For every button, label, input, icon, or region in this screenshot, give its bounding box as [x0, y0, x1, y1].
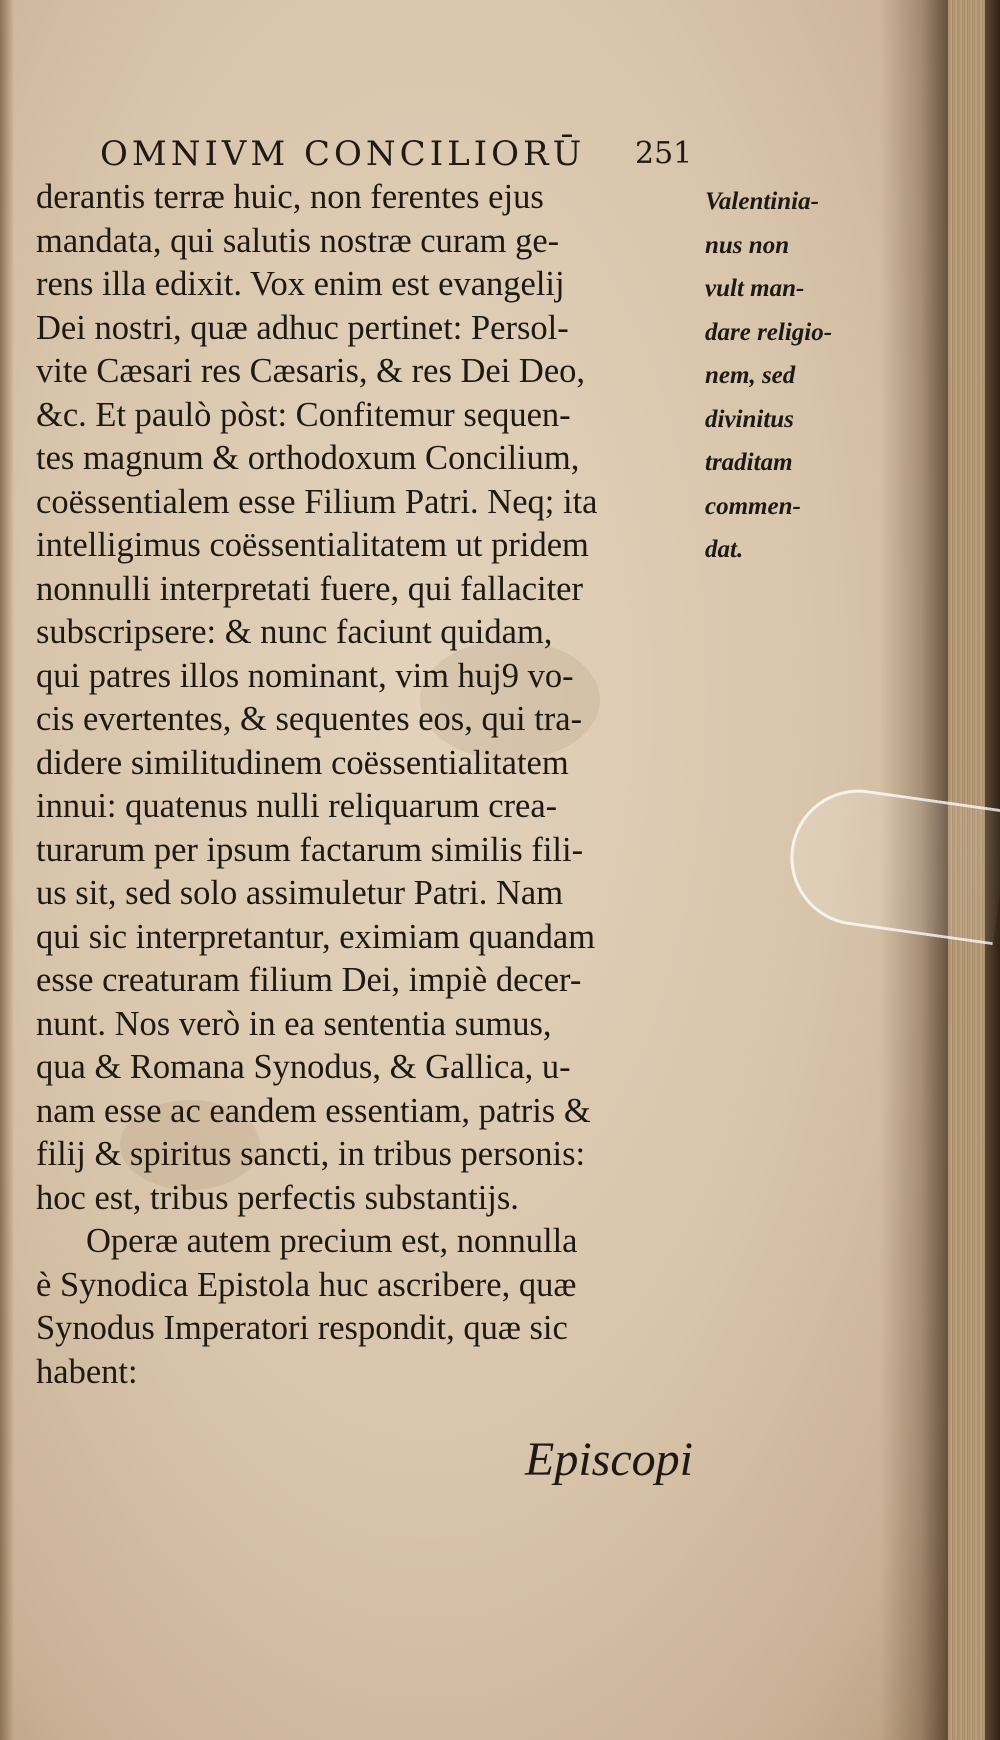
gutter-shadow	[0, 0, 14, 1740]
text-line: qui sic interpretantur, eximiam quandam	[36, 917, 596, 956]
text-line: didere similitudinem coëssentialitatem	[36, 743, 569, 782]
text-line: Synodus Imperatori respondit, quæ sic	[36, 1309, 568, 1347]
text-line: habent:	[36, 1352, 138, 1391]
margin-note-line: traditam	[705, 449, 793, 476]
text-line: cis evertentes, & sequentes eos, qui tra-	[36, 700, 583, 738]
margin-note-line: nus non	[705, 231, 790, 259]
margin-note-line: dat.	[705, 536, 744, 563]
text-line: Operæ autem precium est, nonnulla	[86, 1222, 578, 1260]
margin-note	[705, 180, 865, 572]
margin-note-line: divinitus	[705, 405, 794, 433]
text-line: subscripsere: & nunc faciunt quidam,	[36, 613, 553, 651]
text-line: derantis terræ huic, non ferentes ejus	[36, 178, 544, 216]
text-line: &c. Et paulò pòst: Confitemur sequen-	[36, 395, 571, 434]
margin-note-line: nem, sed	[705, 362, 796, 389]
main-text	[36, 176, 736, 1394]
text-line: nonnulli interpretati fuere, qui fallaciter	[36, 569, 583, 608]
text-line: qua & Romana Synodus, & Gallica, u-	[36, 1048, 571, 1086]
text-line: intelligimus coëssentialitatem ut pridem	[36, 526, 589, 564]
text-line: Dei nostri, quæ adhuc pertinet: Persol-	[36, 308, 569, 347]
margin-note-line: dare religio-	[705, 318, 833, 346]
text-line: tes magnum & orthodoxum Concilium,	[36, 439, 580, 477]
text-line: mandata, qui salutis nostræ curam ge-	[36, 221, 560, 260]
running-title: OMNIVM CONCILIORŪ	[100, 134, 586, 174]
text-line: nunt. Nos verò in ea sententia sumus,	[36, 1004, 552, 1043]
text-line: rens illa edixit. Vox enim est evangelij	[36, 265, 565, 303]
text-line: turarum per ipsum factarum similis fili-	[36, 830, 584, 869]
text-line: qui patres illos nominant, vim huj9 vo-	[36, 656, 574, 695]
page-number: 251	[635, 136, 693, 171]
text-line: nam esse ac eandem essentiam, patris &	[36, 1091, 591, 1130]
text-line: hoc est, tribus perfectis substantijs.	[36, 1178, 519, 1217]
running-head	[100, 128, 740, 178]
catchword: Episcopi	[525, 1433, 693, 1486]
margin-note-line: Valentinia-	[705, 188, 819, 215]
margin-note-line: vult man-	[705, 275, 805, 302]
text-line: è Synodica Epistola huc ascribere, quæ	[36, 1265, 577, 1304]
margin-note-line: commen-	[705, 492, 801, 520]
text-line: esse creaturam filium Dei, impiè decer-	[36, 961, 582, 999]
text-line: vite Cæsari res Cæsaris, & res Dei Deo,	[36, 352, 586, 390]
text-line: us sit, sed solo assimuletur Patri. Nam	[36, 874, 564, 912]
text-line: coëssentialem esse Filium Patri. Neq; ita	[36, 482, 598, 521]
text-line: innui: quatenus nulli reliquarum crea-	[36, 787, 558, 825]
text-line: filij & spiritus sancti, in tribus personis:	[36, 1135, 586, 1173]
